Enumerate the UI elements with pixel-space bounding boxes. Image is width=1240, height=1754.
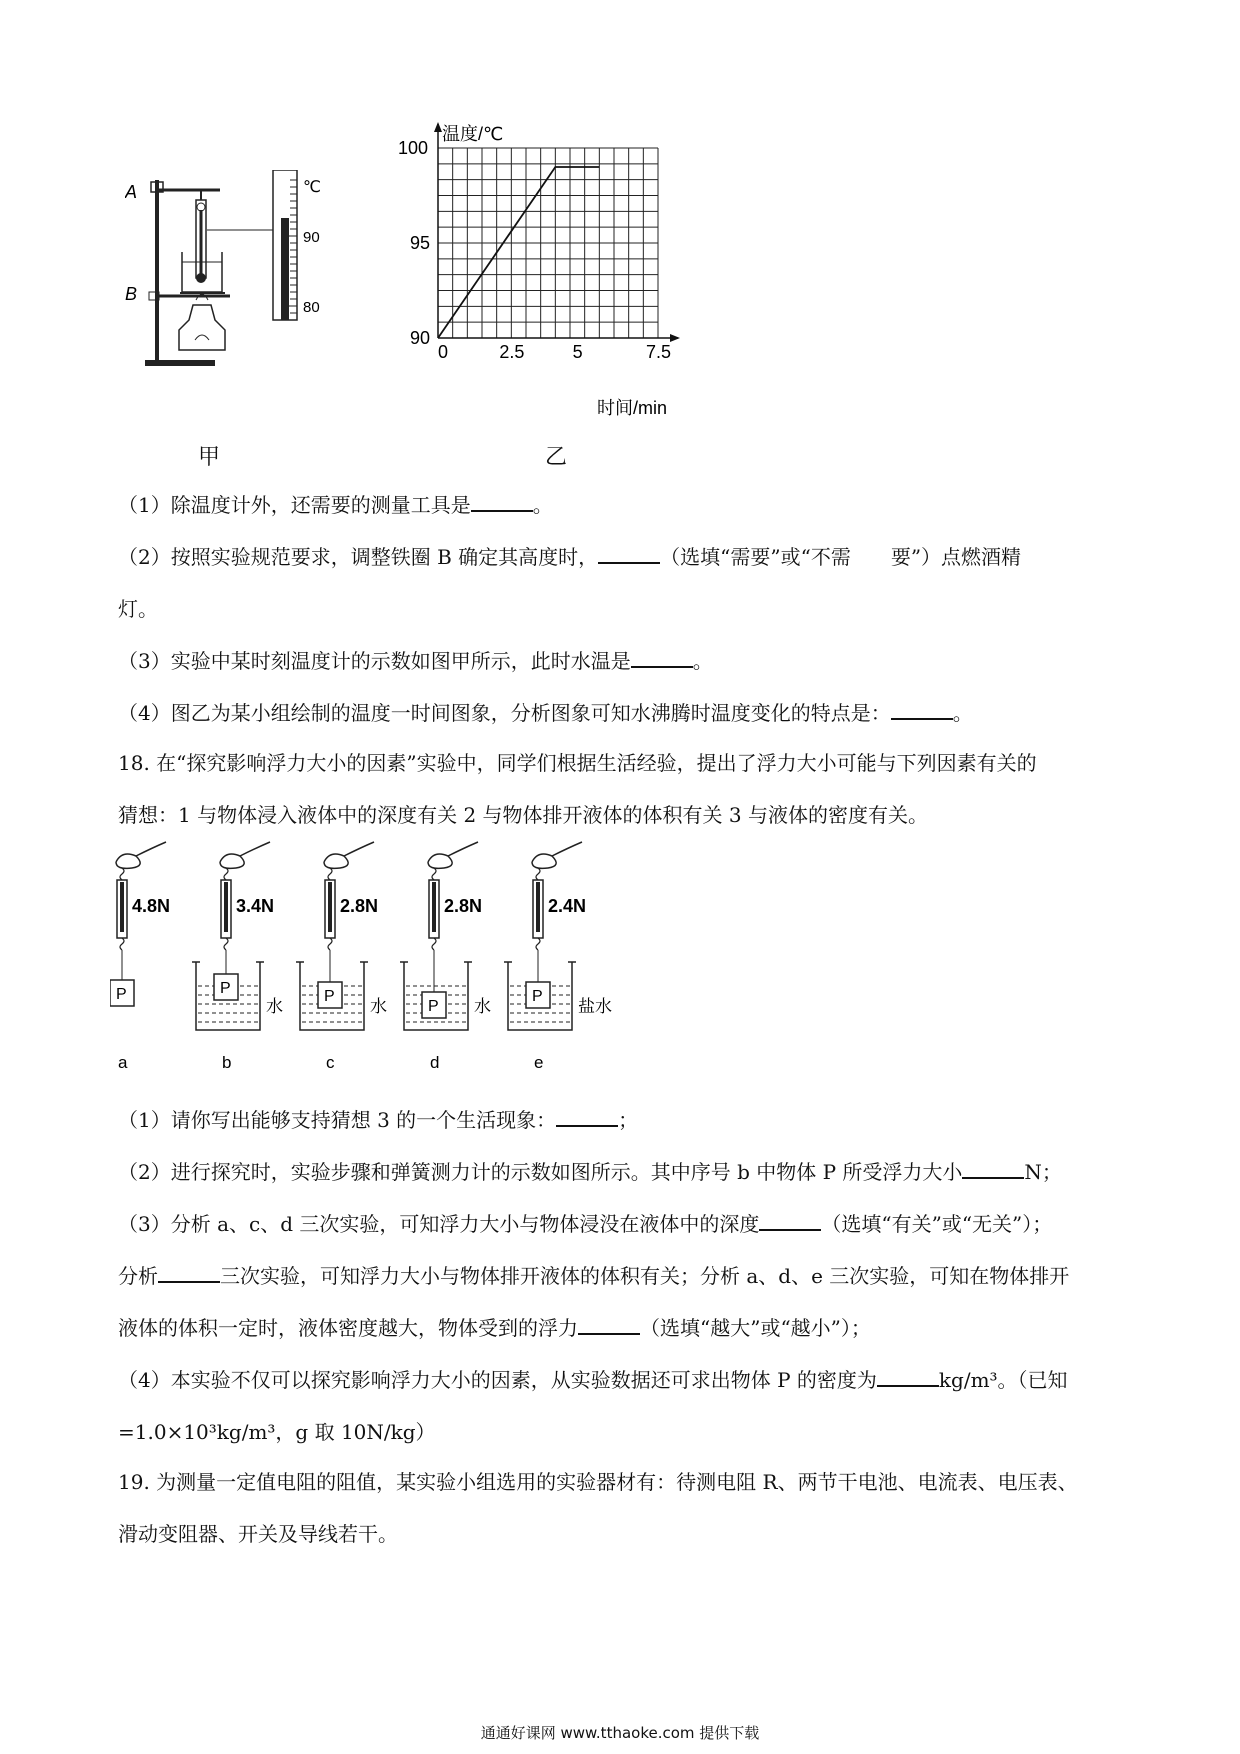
caption-jia: 甲 xyxy=(198,445,221,470)
q17-part4: （4）图乙为某小组绘制的温度一时间图象，分析图象可知水沸腾时温度变化的特点是： 。 xyxy=(118,698,973,728)
buoyancy-experiments-figure xyxy=(110,840,710,1080)
hand-icon xyxy=(324,842,374,868)
experiment-label: a xyxy=(118,1053,128,1072)
spring-scale-indicator xyxy=(120,882,124,932)
x-axis-arrow xyxy=(670,334,680,342)
y-tick-label: 95 xyxy=(410,233,431,253)
liquid-label: 水 xyxy=(474,997,491,1016)
force-reading: 2.8N xyxy=(340,896,379,916)
experiment-label: e xyxy=(534,1053,544,1072)
scale-hook-bottom xyxy=(432,938,436,950)
x-axis-label: 时间/min xyxy=(597,398,668,418)
label-b: B xyxy=(125,284,138,304)
q18-part4a: （4）本实验不仅可以探究影响浮力大小的因素，从实验数据还可求出物体 P 的密度为 kg/m³。（已知 xyxy=(118,1365,1068,1395)
q18-part1: （1）请你写出能够支持猜想 3 的一个生活现象： ； xyxy=(118,1105,638,1135)
q17-part1: （1）除温度计外，还需要的测量工具是 。 xyxy=(118,490,553,520)
hand-icon xyxy=(116,842,166,868)
q19-line1: 19. 为测量一定值电阻的阻值，某实验小组选用的实验器材有：待测电阻 R、两节干电池、电流表、电压表、 xyxy=(118,1470,1078,1494)
q17-part3: （3）实验中某时刻温度计的示数如图甲所示，此时水温是 。 xyxy=(118,646,713,676)
spring-scale-indicator xyxy=(536,882,540,932)
scale-hook-top xyxy=(536,868,540,880)
thermometer-tick-90: 90 xyxy=(303,229,320,246)
scale-hook-top xyxy=(120,868,124,880)
q18-intro-line2: 猜想：1 与物体浸入液体中的深度有关 2 与物体排开液体的体积有关 3 与液体的密度有关。 xyxy=(118,803,928,827)
liquid-label: 水 xyxy=(266,997,283,1016)
answer-blank[interactable] xyxy=(471,490,533,512)
q18-part3b: 分析 三次实验，可知浮力大小与物体排开液体的体积有关；分析 a、d、e 三次实验，可知在物体排开 xyxy=(118,1261,1069,1291)
block-label: P xyxy=(116,986,127,1003)
page-footer: 通通好课网 www.tthaoke.com 提供下载 xyxy=(480,1724,760,1742)
q17-part2: （2）按照实验规范要求，调整铁圈 B 确定其高度时， （选填“需要”或“不需 要”）点燃酒精 xyxy=(118,542,1021,572)
force-reading: 2.8N xyxy=(444,896,483,916)
q18-part3c: 液体的体积一定时，液体密度越大，物体受到的浮力 （选填“越大”或“越小”）； xyxy=(118,1313,871,1343)
answer-blank[interactable] xyxy=(158,1261,220,1283)
answer-blank[interactable] xyxy=(556,1105,618,1127)
apparatus-figure-jia xyxy=(125,170,375,410)
scale-hook-top xyxy=(432,868,436,880)
series-line xyxy=(438,167,599,338)
x-tick-label: 5 xyxy=(572,342,583,362)
y-axis-arrow xyxy=(434,122,442,132)
experiment-label: c xyxy=(326,1053,335,1072)
q18-part3a: （3）分析 a、c、d 三次实验，可知浮力大小与物体浸没在液体中的深度 （选填“有关”或“无关”）； xyxy=(118,1209,1052,1239)
liquid-label: 盐水 xyxy=(578,997,612,1016)
answer-blank[interactable] xyxy=(631,646,693,668)
liquid-label: 水 xyxy=(370,997,387,1016)
answer-blank[interactable] xyxy=(598,542,660,564)
thermometer-unit: ℃ xyxy=(303,179,321,196)
hand-icon xyxy=(532,842,582,868)
block-label: P xyxy=(324,988,335,1005)
force-reading: 3.4N xyxy=(236,896,275,916)
chart-series xyxy=(438,167,599,338)
chart-ticks xyxy=(398,138,671,362)
scale-hook-bottom xyxy=(536,938,540,950)
answer-blank[interactable] xyxy=(759,1209,821,1231)
y-tick-label: 90 xyxy=(410,328,431,348)
experiment-d xyxy=(400,842,491,1072)
answer-blank[interactable] xyxy=(578,1313,640,1335)
experiment-e xyxy=(504,842,612,1072)
spring-scale-indicator xyxy=(224,882,228,932)
x-tick-label: 7.5 xyxy=(646,342,672,362)
temperature-time-chart xyxy=(390,118,720,428)
force-reading: 4.8N xyxy=(132,896,171,916)
experiment-label: b xyxy=(222,1053,232,1072)
experiment-c xyxy=(296,842,387,1072)
spring-scale-indicator xyxy=(328,882,332,932)
thermometer-tick-80: 80 xyxy=(303,299,320,316)
block-label: P xyxy=(532,988,543,1005)
experiment-label: d xyxy=(430,1053,440,1072)
answer-blank[interactable] xyxy=(962,1157,1024,1179)
scale-hook-top xyxy=(328,868,332,880)
q17-part2-cont: 灯。 xyxy=(118,597,158,621)
spring-scale-indicator xyxy=(432,882,436,932)
hand-icon xyxy=(220,842,270,868)
answer-blank[interactable] xyxy=(877,1365,939,1387)
force-reading: 2.4N xyxy=(548,896,587,916)
x-tick-label: 0 xyxy=(438,342,449,362)
scale-hook-bottom xyxy=(120,938,124,950)
scale-hook-bottom xyxy=(224,938,228,950)
q18-part4b: =1.0×10³kg/m³，g 取 10N/kg） xyxy=(118,1420,436,1444)
hand-icon xyxy=(428,842,478,868)
y-axis-label: 温度/℃ xyxy=(442,124,504,144)
scale-hook-top xyxy=(224,868,228,880)
q19-line2: 滑动变阻器、开关及导线若干。 xyxy=(118,1522,398,1546)
q18-part2: （2）进行探究时，实验步骤和弹簧测力计的示数如图所示。其中序号 b 中物体 P 所受浮力大小 N； xyxy=(118,1157,1062,1187)
label-a: A xyxy=(125,182,138,202)
scale-hook-bottom xyxy=(328,938,332,950)
y-tick-label: 100 xyxy=(398,138,429,158)
answer-blank[interactable] xyxy=(891,698,953,720)
q18-intro-line1: 18. 在“探究影响浮力大小的因素”实验中，同学们根据生活经验，提出了浮力大小可能与下列因素有关的 xyxy=(118,751,1037,775)
experiment-b xyxy=(192,842,283,1072)
caption-yi: 乙 xyxy=(545,445,568,470)
block-label: P xyxy=(428,998,439,1015)
experiment-a xyxy=(110,842,170,1072)
x-tick-label: 2.5 xyxy=(499,342,525,362)
block-label: P xyxy=(220,980,231,997)
